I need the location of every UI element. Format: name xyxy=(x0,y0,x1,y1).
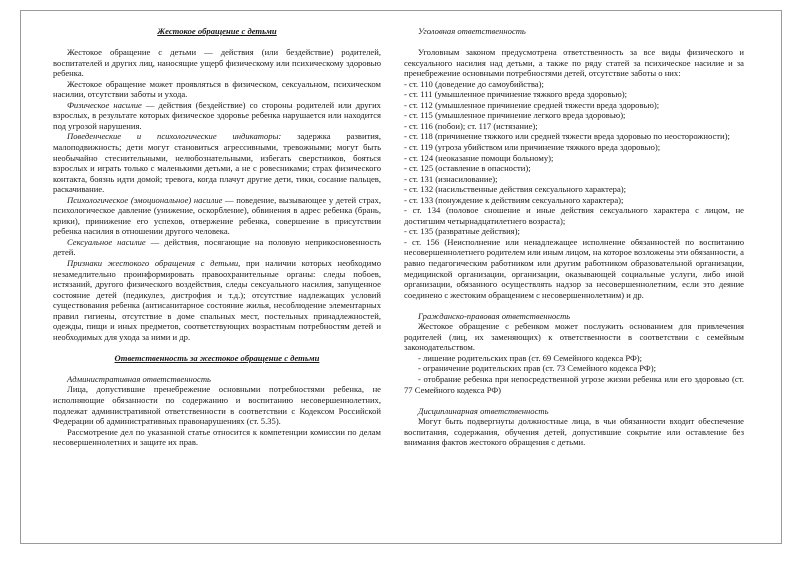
responsibility-title: Ответственность за жестокое обращение с детьми xyxy=(114,352,320,363)
criminal-item: - ст. 116 (побои); ст. 117 (истязание); xyxy=(404,120,538,131)
criminal-item: - ст. 156 (Неисполнение или ненадлежащее исполнение обязанностей по воспитанию несовершеннолетнего родителем или иным лицом, на которое возложены эти обязанности, а равно педагогическим работником или другим работником образовательной организации, медицинской организации, организации, оказывающей социальные услуги, либо иной организации, обязанного осуществлять надзор за несовершеннолетним, если это деяние соединено с жестоким обращением с несовершеннолетним) и др. xyxy=(404,236,744,300)
physical-violence-text: — действия (бездействие) со стороны родителей или других взрослых, в результате которых физическое здоровье ребенка нарушается или находится под угрозой нарушения. xyxy=(53,99,381,131)
criminal-item: - ст. 124 (неоказание помощи больному); xyxy=(404,152,554,163)
civil-item: - отобрание ребенка при непосредственной угрозе жизни ребенка или его здоровью (ст. 77 Семейного кодекса РФ) xyxy=(404,373,744,395)
civil-item: - ограничение родительских прав (ст. 73 Семейного кодекса РФ); xyxy=(418,363,656,374)
admin-heading: Административная ответственность xyxy=(67,373,211,384)
indicators-paragraph xyxy=(53,131,381,194)
criminal-item: - ст. 133 (понуждение к действиям сексуального характера); xyxy=(404,194,624,205)
criminal-item: - ст. 112 (умышленное причинение средней тяжести вреда здоровью); xyxy=(404,99,660,110)
physical-violence-term: Физическое насилие xyxy=(67,99,142,110)
criminal-item: - ст. 131 (изнасилование); xyxy=(404,173,498,184)
left-title: Жестокое обращение с детьми xyxy=(157,26,277,36)
abuse-signs-text: при наличии которых необходимо незамедлительно проинформировать правоохранительные органы: следы побоев, истязаний, другого физического воздействия, следы сексуального насилия, запущенное состояние детей (педикулез, дистрофия и т.д.); отсутствие надлежащих условий существования ребенка (антисанитарное состояние жилья, несоблюдение элементарных правил гигиены, отсутствие в доме спальных мест, постельных принадлежностей, одежды, пищи и иных предметов, соответствующих возрастным потребностям детей и необходимых для ухода за ними и др. xyxy=(53,257,381,342)
civil-item: - лишение родительских прав (ст. 69 Семейного кодекса РФ); xyxy=(418,352,643,363)
criminal-item: - ст. 111 (умышленное причинение тяжкого вреда здоровью); xyxy=(404,89,628,100)
right-column xyxy=(404,26,744,448)
criminal-item: - ст. 119 (угроза убийством или причинение тяжкого вреда здоровью); xyxy=(404,141,661,152)
sexual-violence-term: Сексуальное насилие xyxy=(67,236,146,247)
forms-paragraph: Жестокое обращение может проявляться в физическом, сексуальном, психическом насилии, отсутствии заботы и ухода. xyxy=(53,78,381,100)
psychological-violence-term: Психологическое (эмоциональное) насилие xyxy=(67,194,223,205)
civil-heading: Гражданско-правовая ответственность xyxy=(418,310,571,321)
disciplinary-paragraph: Могут быть подвергнуты должностные лица, в чьи обязанности входит обеспечение воспитания, содержания, обучения детей, допустившие сокрытие или оставление без внимания фактов жестокого обращения с детьми. xyxy=(404,416,744,448)
psychological-violence-paragraph xyxy=(53,195,381,237)
disciplinary-heading: Дисциплинарная ответственность xyxy=(418,405,549,416)
abuse-signs-paragraph xyxy=(53,258,381,342)
sexual-violence-text: — действия, посягающие на половую неприкосновенность детей. xyxy=(53,236,382,258)
civil-intro: Жестокое обращение с ребенком может послужить основанием для привлечения родителей (лиц, их заменяющих) к ответственности в соответствии с семейным законодательством. xyxy=(404,321,744,353)
criminal-heading: Уголовная ответственность xyxy=(418,26,526,36)
abuse-signs-term: Признаки жестокого обращения с детьми, xyxy=(67,257,241,268)
criminal-item: - ст. 110 (доведение до самоубийства); xyxy=(404,78,544,89)
criminal-intro: Уголовным законом предусмотрена ответственность за все виды физического и сексуального насилия над детьми, а также по ряду статей за психическое насилие и за пренебрежение основными потребностями детей, отсутствие заботы о них: xyxy=(404,47,744,79)
admin-commission-paragraph: Рассмотрение дел по указанной статье относится к компетенции комиссии по делам несовершеннолетних и защите их прав. xyxy=(53,426,381,448)
indicators-text: задержка развития, малоподвижность; дети могут становиться агрессивными, тревожными; могут быть необычайно стеснительными, нелюбознательными, избегать сверстников, бояться взрослых и играть только с маленькими детьми, а не с ровесниками; страх физического контакта, боязнь идти домой; тревога, когда плачут другие дети, тики, сосание пальцев, раскачивание. xyxy=(53,131,381,195)
criminal-item: - ст. 125 (оставление в опасности); xyxy=(404,163,531,174)
left-column xyxy=(53,26,381,448)
psychological-violence-text: — поведение, вызывающее у детей страх, психологическое давление (унижение, оскорбление), обвинения в адрес ребенка (брань, крики), принижение его успехов, отвержение ребенка, совершение в присутствии ребенка насилия в отношении другого человека. xyxy=(53,194,381,237)
indicators-term: Поведенческие и психологические индикаторы: xyxy=(67,131,282,142)
criminal-item: - ст. 118 (причинение тяжкого или средней тяжести вреда здоровью по неосторожности); xyxy=(404,131,730,142)
criminal-item: - ст. 115 (умышленное причинение легкого вреда здоровью); xyxy=(404,110,626,121)
physical-violence-paragraph xyxy=(53,100,381,132)
criminal-item: - ст. 132 (насильственные действия сексуального характера); xyxy=(404,184,627,195)
criminal-item: - ст. 135 (развратные действия); xyxy=(404,226,520,237)
criminal-item: - ст. 134 (половое сношение и иные действия сексуального характера с лицом, не достигшим четырнадцатилетнего возраста); xyxy=(404,205,744,226)
sexual-violence-paragraph xyxy=(53,237,381,258)
definition-paragraph: Жестокое обращение с детьми — действия (или бездействие) родителей, воспитателей и других лиц, наносящие ущерб физическому или психическому здоровью ребенка. xyxy=(53,47,381,79)
admin-paragraph: Лица, допустившие пренебрежение основными потребностями ребенка, не исполняющие обязанности по содержанию и воспитанию несовершеннолетних, подлежат административной ответственности в соответствии с Кодексом Российской Федерации об административных правонарушениях (ст. 5.35). xyxy=(53,384,381,427)
